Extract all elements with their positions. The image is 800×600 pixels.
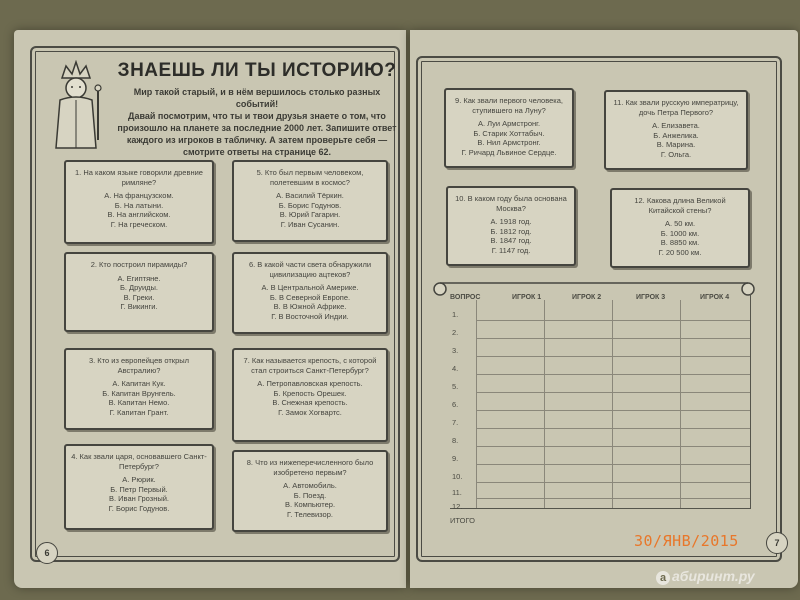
question-box-11 bbox=[604, 90, 748, 170]
question-box-7 bbox=[232, 348, 388, 442]
intro-text: Мир такой старый, и в нём вершилось столько разных событий! Давай посмотрим, что ты и твои друзья знаете о том, что произошло на планете за последние 2000 лет. Запишите ответ каждого из игроков в табличку. А затем проверьте себя — смотрите ответы на странице 62. bbox=[117, 87, 397, 157]
column-divider bbox=[476, 300, 477, 508]
row-divider bbox=[476, 464, 750, 465]
answer-option: А. Луи Армстронг. bbox=[477, 119, 541, 128]
answer-option: Б. Крепость Орешек. bbox=[273, 388, 347, 398]
answer-option: В. Снежная крепость. bbox=[272, 398, 348, 407]
answer-option: А. Капитан Кук. bbox=[112, 379, 166, 388]
answer-option: Б. На латыни. bbox=[114, 200, 164, 210]
answer-option: В. Иван Грозный. bbox=[109, 494, 169, 503]
question-text: 3. Кто из европейцев открыл Австралию? bbox=[88, 356, 190, 375]
question-text: 10. В каком году была основана Москва? bbox=[455, 194, 567, 213]
answer-option: А. Василий Тёркин. bbox=[276, 191, 344, 200]
answer-option: А. В Центральной Америке. bbox=[261, 283, 359, 292]
answer-option: А. Петропавловская крепость. bbox=[257, 379, 363, 388]
answer-option: Г. 20 500 км. bbox=[658, 247, 702, 257]
question-box-10 bbox=[446, 186, 576, 266]
row-label: 1. bbox=[452, 310, 459, 319]
answer-option: Б. Поезд. bbox=[293, 490, 327, 500]
answer-option: Г. Иван Сусанин. bbox=[280, 219, 340, 229]
row-divider bbox=[476, 410, 750, 411]
header-player-4: ИГРОК 4 bbox=[700, 294, 730, 301]
question-text: 1. На каком языке говорили древние римляне? bbox=[75, 168, 203, 187]
answer-option: Б. 1000 км. bbox=[660, 228, 700, 238]
answer-option: А. Елизавета. bbox=[652, 121, 700, 130]
question-text: 4. Как звали царя, основавшего Санкт-Петербург? bbox=[71, 452, 207, 471]
column-divider bbox=[680, 300, 681, 508]
row-label: 6. bbox=[452, 400, 459, 409]
page-title: ЗНАЕШЬ ЛИ ТЫ ИСТОРИЮ? bbox=[117, 60, 397, 81]
header-player-2: ИГРОК 2 bbox=[572, 294, 602, 301]
column-divider bbox=[544, 300, 545, 508]
row-label: 7. bbox=[452, 418, 459, 427]
answer-option: Г. 1147 год. bbox=[491, 245, 531, 255]
answer-option: Г. В Восточной Индии. bbox=[271, 311, 349, 321]
question-text: 9. Как звали первого человека, ступившего на Луну? bbox=[455, 96, 563, 115]
row-label: 2. bbox=[452, 328, 459, 337]
answer-option: Г. Викинги. bbox=[120, 302, 158, 311]
answer-option: В. Нил Армстронг. bbox=[477, 138, 541, 147]
question-text: 7. Как называется крепость, с которой стал строиться Санкт-Петербург? bbox=[243, 356, 377, 375]
question-text: 8. Что из нижеперечисленного было изобретено первым? bbox=[246, 458, 374, 477]
answer-option: А. На французском. bbox=[104, 191, 174, 200]
answer-option: В. Юрий Гагарин. bbox=[279, 210, 341, 219]
row-divider bbox=[476, 446, 750, 447]
answer-option: Б. Старик Хоттабыч. bbox=[473, 128, 545, 138]
answer-option: Г. Капитан Грант. bbox=[109, 407, 169, 417]
answer-option: Г. Телевизор. bbox=[287, 509, 333, 519]
row-label: 3. bbox=[452, 346, 459, 355]
answer-option: В. На английском. bbox=[107, 210, 171, 219]
question-box-8 bbox=[232, 450, 388, 532]
header-player-1: ИГРОК 1 bbox=[512, 294, 542, 301]
answer-option: Г. На греческом. bbox=[110, 219, 168, 229]
row-label: 12. bbox=[452, 502, 463, 511]
question-box-12 bbox=[610, 188, 750, 268]
answer-option: Б. В Северной Европе. bbox=[269, 292, 351, 302]
row-label: 4. bbox=[452, 364, 459, 373]
watermark bbox=[656, 568, 755, 585]
answer-table bbox=[432, 282, 756, 525]
question-text: 5. Кто был первым человеком, полетевшим в космос? bbox=[256, 168, 364, 187]
question-box-4 bbox=[64, 444, 214, 530]
row-label: 8. bbox=[452, 436, 459, 445]
king-illustration bbox=[48, 60, 104, 152]
row-label: 5. bbox=[452, 382, 459, 391]
answer-option: Б. Анжелика. bbox=[653, 130, 699, 140]
column-divider bbox=[612, 300, 613, 508]
answer-option: А. Рюрик. bbox=[122, 475, 156, 484]
answer-option: Г. Ольга. bbox=[660, 149, 692, 159]
watermark-logo-icon: а bbox=[656, 571, 670, 585]
question-text: 6. В какой части света обнаружили цивилизацию ацтеков? bbox=[248, 260, 372, 279]
question-box-9 bbox=[444, 88, 574, 168]
answer-option: А. 1918 год. bbox=[490, 217, 532, 226]
row-divider bbox=[476, 428, 750, 429]
answer-option: В. 1847 год. bbox=[490, 236, 532, 245]
row-divider bbox=[476, 482, 750, 483]
row-divider bbox=[476, 356, 750, 357]
answer-option: В. Компьютер. bbox=[284, 500, 336, 509]
answer-option: Б. Капитан Врунгель. bbox=[102, 388, 176, 398]
question-text: 2. Кто построил пирамиды? bbox=[90, 260, 188, 269]
answer-option: Г. Ричард Львиное Сердце. bbox=[461, 147, 557, 157]
answer-option: Б. Петр Первый. bbox=[110, 484, 168, 494]
answer-option: Г. Замок Хогвартс. bbox=[278, 407, 342, 417]
watermark-text: абиринт.ру bbox=[672, 568, 755, 584]
row-label-total: ИТОГО bbox=[450, 516, 475, 525]
table-grid bbox=[450, 294, 751, 509]
row-divider bbox=[476, 392, 750, 393]
question-box-6 bbox=[232, 252, 388, 334]
answer-option: В. В Южной Африке. bbox=[273, 302, 347, 311]
answer-option: А. 50 км. bbox=[664, 219, 696, 228]
header-question: ВОПРОС bbox=[450, 294, 481, 301]
answer-option: Б. 1812 год. bbox=[490, 226, 532, 236]
question-box-2 bbox=[64, 252, 214, 332]
answer-option: В. 8850 км. bbox=[660, 238, 700, 247]
answer-option: В. Капитан Немо. bbox=[108, 398, 170, 407]
row-divider bbox=[476, 338, 750, 339]
question-box-1 bbox=[64, 160, 214, 244]
photo-date-stamp: 30/ЯНВ/2015 bbox=[634, 532, 739, 550]
answer-option: А. Автомобиль. bbox=[283, 481, 337, 490]
question-text: 12. Какова длина Великой Китайской стены? bbox=[634, 196, 726, 215]
row-divider bbox=[476, 374, 750, 375]
header-player-3: ИГРОК 3 bbox=[636, 294, 666, 301]
answer-option: В. Греки. bbox=[123, 292, 155, 302]
row-label: 10. bbox=[452, 472, 463, 481]
page-number-right: 7 bbox=[766, 532, 788, 554]
answer-option: А. Египтяне. bbox=[117, 273, 161, 283]
question-box-5 bbox=[232, 160, 388, 242]
answer-option: Г. Борис Годунов. bbox=[108, 503, 170, 513]
row-label: 11. bbox=[452, 488, 462, 497]
row-divider bbox=[476, 498, 750, 499]
answer-option: В. Марина. bbox=[656, 140, 696, 149]
question-box-3 bbox=[64, 348, 214, 430]
row-label: 9. bbox=[452, 454, 459, 463]
page-number-left: 6 bbox=[36, 542, 58, 564]
question-text: 11. Как звали русскую императрицу, дочь Петра Первого? bbox=[613, 98, 739, 117]
answer-option: Б. Друиды. bbox=[119, 283, 159, 292]
row-divider bbox=[476, 320, 750, 321]
answer-option: Б. Борис Годунов. bbox=[278, 200, 342, 210]
